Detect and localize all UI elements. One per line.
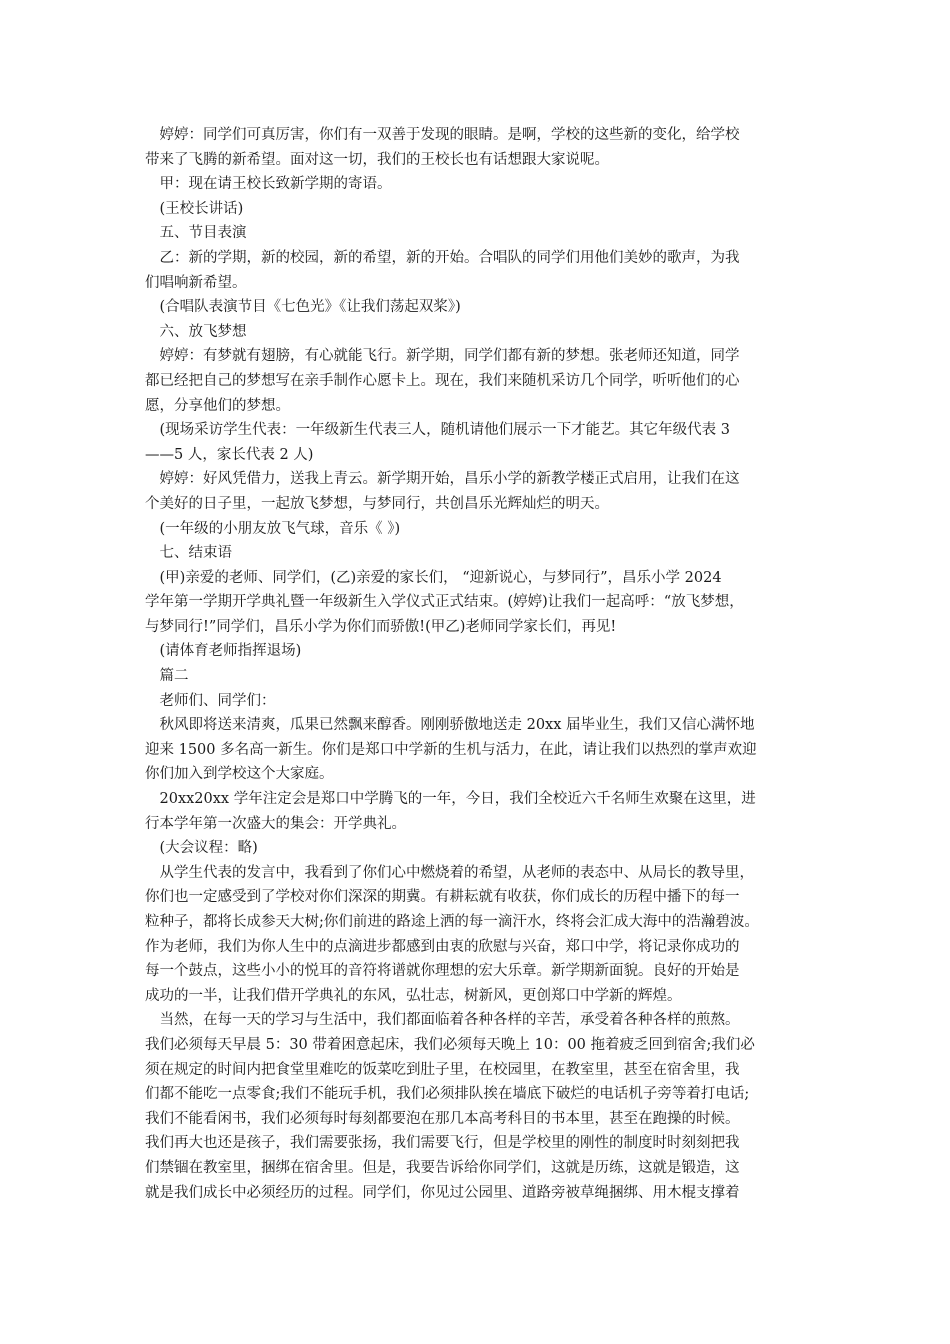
text-line: 乙：新的学期，新的校园，新的希望，新的开始。合唱队的同学们用他们美妙的歌声，为我	[145, 249, 740, 266]
text-line: (王校长讲话)	[145, 200, 244, 217]
text-line: (甲)亲爱的老师、同学们，(乙)亲爱的家长们， “迎新说心，与梦同行”，昌乐小学 2024	[145, 569, 722, 586]
text-line: 甲：现在请王校长致新学期的寄语。	[145, 176, 392, 193]
paragraph	[145, 197, 825, 222]
text-line: 与梦同行!”同学们，昌乐小学为你们而骄傲!(甲乙)老师同学家长们，再见!	[145, 618, 617, 635]
paragraph	[145, 689, 825, 714]
paragraph	[145, 344, 825, 418]
paragraph	[145, 861, 825, 1009]
paragraph	[145, 1008, 825, 1205]
text-line: 行本学年第一次盛大的集会：开学典礼。	[145, 815, 406, 832]
text-line: 们禁锢在教室里，捆绑在宿舍里。但是，我要告诉给你同学们，这就是历练，这就是锻造，这	[145, 1159, 740, 1176]
text-line: 我们再大也还是孩子，我们需要张扬，我们需要飞行，但是学校里的刚性的制度时时刻刻把我	[145, 1135, 740, 1152]
text-line: 五、节目表演	[145, 225, 247, 242]
text-line: 婷婷：同学们可真厉害，你们有一双善于发现的眼睛。是啊，学校的这些新的变化，给学校	[145, 127, 740, 143]
paragraph	[145, 787, 825, 836]
text-line: 你们也一定感受到了学校对你们深深的期冀。有耕耘就有收获，你们成长的历程中播下的每一	[145, 889, 740, 906]
text-line: 秋风即将送来清爽，瓜果已然飘来醇香。刚刚骄傲地送走 20xx 届毕业生，我们又信心满怀地	[145, 717, 755, 734]
text-line: (大会议程：略)	[145, 840, 258, 857]
text-line: 每一个鼓点，这些小小的悦耳的音符将谱就你理想的宏大乐章。新学期新面貌。良好的开始是	[145, 963, 740, 980]
paragraph	[145, 246, 825, 295]
text-line: 成功的一半，让我们借开学典礼的东风，弘壮志，树新风，更创郑口中学新的辉煌。	[145, 987, 682, 1004]
text-line: 六、放飞梦想	[145, 323, 247, 340]
text-line: 篇二	[145, 668, 189, 685]
paragraph	[145, 713, 825, 787]
text-line: 迎来 1500 多名高一新生。你们是郑口中学新的生机与活力，在此，请让我们以热烈的掌声欢迎	[145, 741, 757, 758]
text-line: 愿，分享他们的梦想。	[145, 397, 290, 414]
document-page	[145, 123, 825, 1205]
text-line: 20xx20xx 学年注定会是郑口中学腾飞的一年，今日，我们全校近六千名师生欢聚在这里，进	[145, 791, 756, 808]
text-line: 从学生代表的发言中，我看到了你们心中燃烧着的希望，从老师的表态中、从局长的教导里，	[145, 864, 754, 881]
text-line: (合唱队表演节目《七色光》《让我们荡起双桨》)	[145, 299, 461, 316]
text-line: (请体育老师指挥退场)	[145, 643, 302, 660]
paragraph	[145, 418, 825, 467]
paragraph	[145, 639, 825, 664]
text-line: ——5 人，家长代表 2 人)	[145, 446, 314, 463]
text-line: 们唱响新希望。	[145, 274, 247, 291]
text-line: 就是我们成长中必须经历的过程。同学们，你见过公园里、道路旁被草绳捆绑、用木棍支撑着	[145, 1184, 740, 1201]
text-line: 当然，在每一天的学习与生活中，我们都面临着各种各样的辛苦，承受着各种各样的煎熬。	[145, 1012, 740, 1029]
text-line: 粒种子，都将长成参天大树;你们前进的路途上洒的每一滴汗水，终将会汇成大海中的浩瀚碧波。	[145, 914, 759, 930]
text-line: 作为老师，我们为你人生中的点滴进步都感到由衷的欣慰与兴奋，郑口中学，将记录你成功的	[145, 938, 740, 955]
text-line: 七、结束语	[145, 545, 232, 562]
paragraph	[145, 320, 825, 345]
paragraph	[145, 517, 825, 542]
text-line: 我们不能看闲书，我们必须每时每刻都要泡在那几本高考科目的书本里，甚至在跑操的时候。	[145, 1110, 740, 1127]
text-line: 老师们、同学们：	[145, 692, 276, 709]
paragraph	[145, 123, 825, 172]
text-line: 都已经把自己的梦想写在亲手制作心愿卡上。现在，我们来随机采访几个同学，听听他们的心	[145, 372, 740, 389]
paragraph	[145, 836, 825, 861]
text-line: 带来了飞腾的新希望。面对这一切，我们的王校长也有话想跟大家说呢。	[145, 151, 609, 168]
paragraph	[145, 172, 825, 197]
text-line: 个美好的日子里，一起放飞梦想，与梦同行，共创昌乐光辉灿烂的明天。	[145, 495, 609, 512]
paragraph	[145, 541, 825, 566]
paragraph	[145, 664, 825, 689]
text-line: 你们加入到学校这个大家庭。	[145, 766, 334, 783]
text-line: 们都不能吃一点零食;我们不能玩手机，我们必须排队挨在墙底下破烂的电话机子旁等着打电话;	[145, 1086, 750, 1103]
text-line: 我们必须每天早晨 5：30 带着困意起床，我们必须每天晚上 10：00 拖着疲乏回到宿舍;我们必	[145, 1036, 755, 1053]
text-line: 学年第一学期开学典礼暨一年级新生入学仪式正式结束。(婷婷)让我们一起高呼：“放飞梦想，	[145, 594, 744, 611]
text-line: (一年级的小朋友放飞气球，音乐《 》)	[145, 520, 401, 537]
paragraph	[145, 566, 825, 640]
text-line: 须在规定的时间内把食堂里难吃的饭菜吃到肚子里，在校园里，在教室里，甚至在宿舍里，我	[145, 1061, 740, 1078]
text-line: 婷婷：好风凭借力，送我上青云。新学期开始，昌乐小学的新教学楼正式启用，让我们在这	[145, 471, 740, 488]
paragraph	[145, 467, 825, 516]
paragraph	[145, 295, 825, 320]
text-line: (现场采访学生代表：一年级新生代表三人，随机请他们展示一下才能艺。其它年级代表 3	[145, 422, 730, 439]
paragraph	[145, 221, 825, 246]
text-line: 婷婷：有梦就有翅膀，有心就能飞行。新学期，同学们都有新的梦想。张老师还知道，同学	[145, 348, 740, 365]
